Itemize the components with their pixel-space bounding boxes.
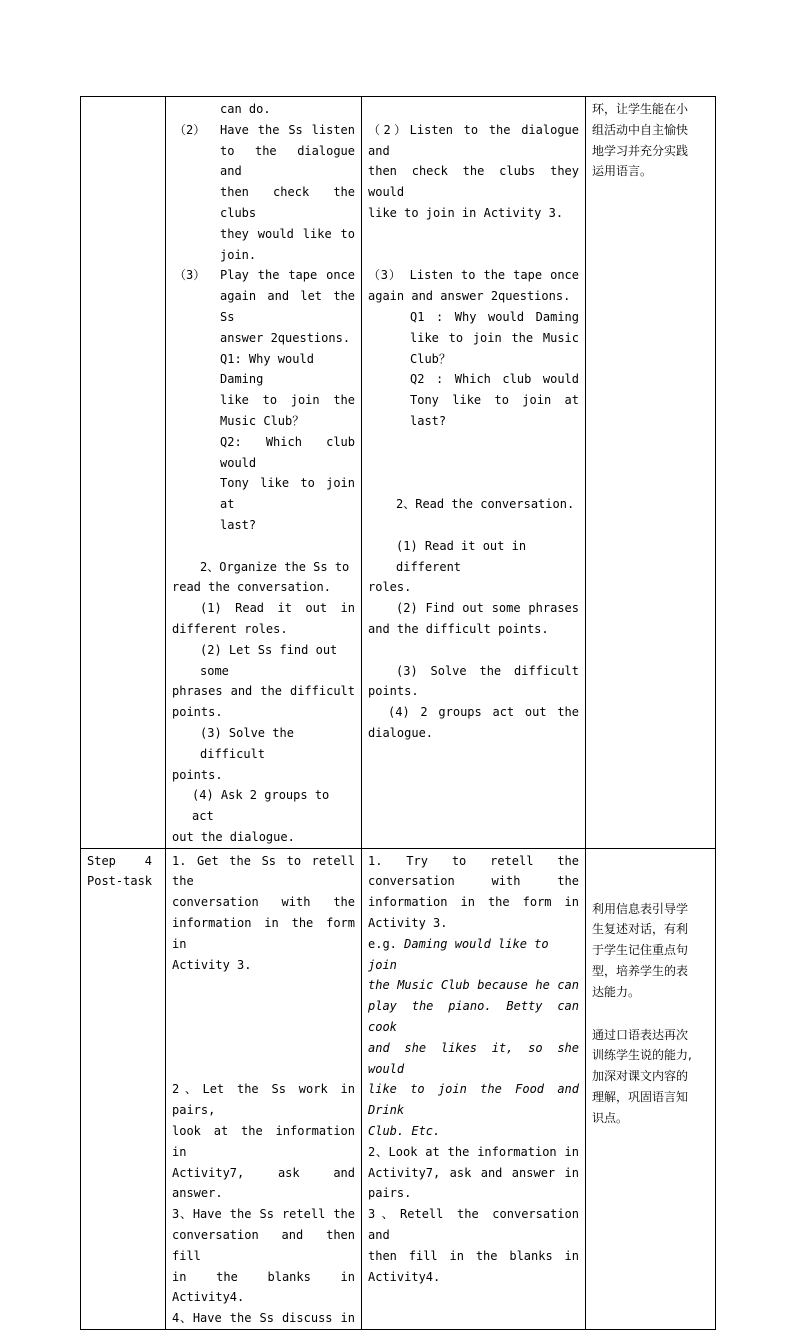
text-line: 于学生记住重点句: [592, 943, 689, 958]
teacher-activity-cell: [166, 97, 362, 849]
text-line: (2) Let Ss find out some: [200, 642, 345, 678]
text-line: like to join in Activity 3.: [368, 205, 564, 220]
text-line: 4、Have the Ss discuss in: [172, 1311, 355, 1326]
text-line: (2) Find out some phrases: [396, 601, 579, 616]
list-item: [172, 120, 355, 266]
student-activity-cell: [362, 97, 586, 849]
example-line: [368, 934, 579, 976]
text-line: 型，培养学生的表: [592, 964, 689, 979]
text-line: then check the clubs: [220, 185, 355, 220]
text-line: 加深对课文内容的: [592, 1069, 689, 1084]
text-line: different roles.: [172, 621, 288, 636]
text-line: roles.: [368, 580, 412, 595]
item-number: （2）: [174, 122, 206, 137]
text-line: (4) 2 groups act out the: [388, 705, 579, 720]
text-line: 2、Organize the Ss to: [200, 559, 350, 574]
text-line: Activity4.: [368, 1269, 441, 1284]
text-line: Tony like to join at: [220, 476, 355, 512]
text-line: in the blanks in Activity4.: [172, 1269, 355, 1305]
text-line: 运用语言。: [592, 164, 653, 179]
text-line: Have the Ss listen: [220, 122, 355, 137]
example-prefix: e.g.: [368, 936, 405, 951]
text-line: (3) Solve the difficult: [396, 663, 579, 678]
text-line: 识点。: [592, 1110, 629, 1125]
table-row: [81, 97, 716, 849]
text-line: Activity 3.: [368, 916, 448, 931]
text-line: to the dialogue and: [220, 143, 355, 179]
text-line: (1) Read it out in different: [396, 538, 534, 574]
example-text: Daming would like to join: [368, 936, 556, 972]
text-line: information in the form in: [172, 916, 355, 951]
text-line: Music Club？: [220, 413, 305, 428]
text-line: again and answer 2questions.: [368, 289, 571, 304]
text-line: (3) Solve the difficult: [200, 725, 302, 761]
text-line: 训练学生说的能力,: [592, 1048, 692, 1063]
text-line: Q1: Why would Daming: [220, 351, 322, 387]
text-line: conversation with the: [368, 874, 579, 889]
text-line: 组活动中自主愉快: [592, 122, 689, 137]
text-line: (1) Read it out in: [200, 601, 355, 616]
text-line: conversation and then fill: [172, 1228, 355, 1263]
text-line: Club？: [410, 351, 451, 366]
text-line: Q2 : Which club would: [410, 372, 579, 387]
text-line: (4) Ask 2 groups to act: [192, 788, 337, 824]
list-item: [172, 265, 355, 535]
lesson-plan-table: [80, 96, 716, 1330]
text-line: 利用信息表引导学: [592, 901, 689, 916]
text-line: 2、Look at the information in: [368, 1144, 579, 1159]
text-line: information in the form in: [368, 895, 579, 910]
text-line: 3、Have the Ss retell the: [172, 1207, 355, 1222]
text-line: phrases and the difficult: [172, 684, 355, 699]
text-line: then fill in the blanks in: [368, 1248, 579, 1263]
text-line: dialogue.: [368, 725, 434, 740]
text-line: read the conversation.: [172, 580, 331, 595]
text-line: then check the clubs they would: [368, 164, 579, 200]
text-line: 2、Read the conversation.: [396, 497, 575, 512]
student-activity-cell: [362, 848, 586, 1329]
design-purpose-cell: [586, 848, 716, 1329]
text-line: like to join the: [220, 393, 355, 408]
step-label: Step 4: [87, 853, 153, 868]
text-line: 通过口语表达再次: [592, 1027, 689, 1042]
step-name: Post-task: [87, 874, 153, 889]
example-line: and she likes it, so she would: [368, 1040, 579, 1076]
text-line: 2、Let the Ss work in pairs,: [172, 1082, 355, 1118]
design-purpose-cell: [586, 97, 716, 849]
text-line: look at the information in: [172, 1124, 355, 1159]
question-list: [368, 307, 579, 432]
text-line: 地学习并充分实践: [592, 143, 689, 158]
example-line: like to join the Food and Drink: [368, 1082, 579, 1118]
text-line: Play the tape once: [220, 268, 355, 283]
text-line: answer 2questions.: [220, 330, 351, 345]
text-line: pairs.: [368, 1186, 412, 1201]
text-line: 理解，巩固语言知: [592, 1090, 689, 1105]
text-line: can do.: [220, 102, 271, 116]
text-line: points.: [172, 767, 223, 782]
example-line: play the piano. Betty can cook: [368, 999, 579, 1035]
text-line: join.: [220, 247, 257, 262]
text-line: 1. Try to retell the: [368, 853, 579, 868]
text-line: 环，让学生能在小: [592, 102, 689, 116]
text-line: they would like to: [220, 226, 355, 241]
step-cell: [81, 848, 166, 1329]
text-line: 生复述对话，有利: [592, 922, 689, 937]
text-line: 3、Retell the conversation and: [368, 1207, 579, 1243]
example-line: Club. Etc.: [368, 1124, 441, 1139]
text-line: （2）Listen to the dialogue and: [368, 122, 579, 158]
text-line: Tony like to join at: [410, 393, 579, 408]
text-line: Activity 3.: [172, 957, 252, 972]
text-line: Activity7, ask and answer in: [368, 1165, 579, 1180]
text-line: last?: [220, 517, 257, 532]
teacher-activity-cell: [166, 848, 362, 1329]
text-line: conversation with the: [172, 895, 355, 910]
text-line: Q1 : Why would Daming: [410, 309, 579, 324]
step-cell: [81, 97, 166, 849]
text-line: points.: [172, 705, 223, 720]
text-line: last?: [410, 413, 447, 428]
text-line: 1. Get the Ss to retell the: [172, 853, 355, 889]
table-row: [81, 848, 716, 1329]
text-line: out the dialogue.: [172, 829, 295, 844]
text-line: again and let the Ss: [220, 289, 355, 324]
text-line: Q2: Which club would: [220, 434, 355, 470]
text-line: Activity7, ask and answer.: [172, 1165, 355, 1201]
text-line: 达能力。: [592, 984, 641, 999]
item-number: （3）: [174, 268, 206, 283]
text-line: （3） Listen to the tape once: [368, 268, 579, 283]
text-line: and the difficult points.: [368, 621, 549, 636]
example-line: the Music Club because he can: [368, 978, 579, 993]
text-line: like to join the Music: [410, 330, 579, 345]
text-line: points.: [368, 684, 419, 699]
